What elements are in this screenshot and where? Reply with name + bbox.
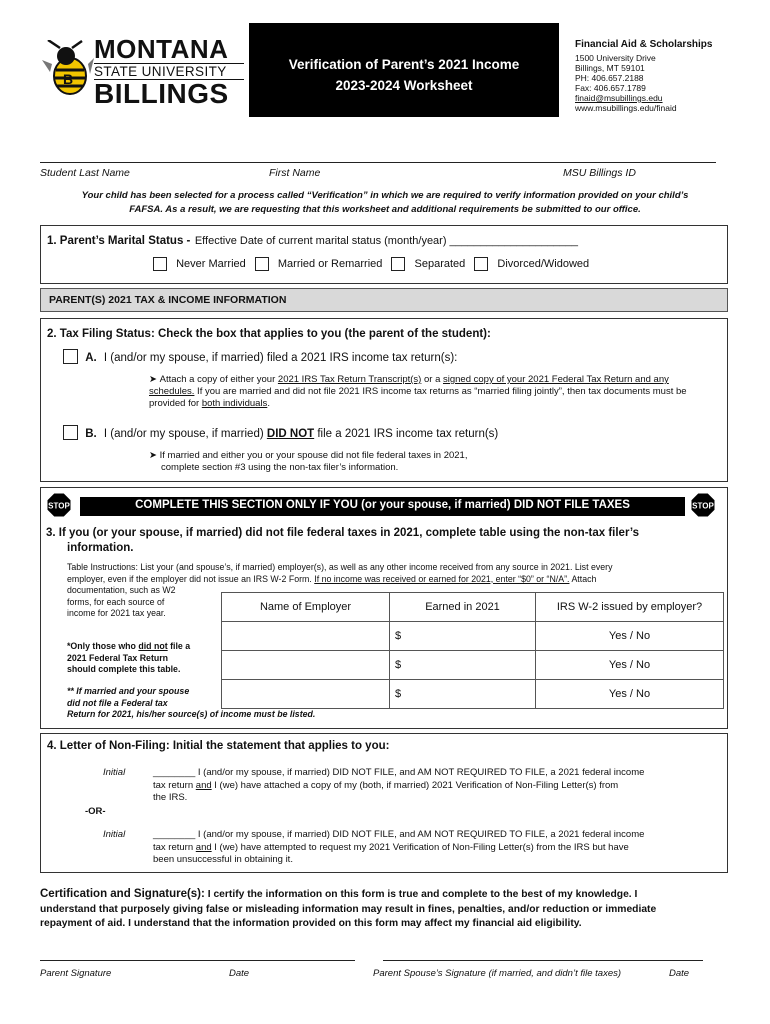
- office-contact-block: [575, 40, 765, 113]
- spouse-signature-line[interactable]: [383, 960, 703, 961]
- table-instructions: Table Instructions: List your (and spouse’s, if married) employer(s), as well as any other income received from any source in 2021. List every employer, even if the employer did not issue an IRS W-2 Form. If no income was received or earned for 2021, enter “$0” or “N/A”. Attach documentation, such as W2 forms, for each source of income for 2021 tax year.: [67, 562, 613, 618]
- income-table: [221, 592, 724, 709]
- label-married-remarried: Married or Remarried: [277, 257, 383, 270]
- office-email-link[interactable]: finaid@msubillings.edu: [575, 93, 663, 103]
- student-id-label: MSU Billings ID: [563, 167, 636, 179]
- checkbox-married-remarried[interactable]: [255, 257, 269, 271]
- msu-billings-logo: [42, 34, 247, 109]
- employer-name-cell[interactable]: [222, 680, 390, 709]
- section-1-title: 1. Parent’s Marital Status -: [47, 235, 191, 247]
- logo-line-montana: MONTANA: [94, 34, 229, 64]
- checkbox-never-married[interactable]: [153, 257, 167, 271]
- office-website[interactable]: www.msubillings.edu/finaid: [575, 103, 677, 113]
- table-row: [222, 680, 724, 709]
- form-title-box: [249, 23, 559, 117]
- both-individuals-text: both individuals: [201, 398, 268, 409]
- earned-amount-cell[interactable]: $: [390, 651, 536, 680]
- certification-text: Certification and Signature(s): I certify the information on this form is true and complete to the best of my knowledge. I understand that purposely giving false or misleading information may result in fines, penalties, and/or reduction or immediate repayment of aid. I understand that the information provided on this form may affect my financial aid eligibility.: [40, 888, 657, 929]
- yellowjacket-mascot-icon: [42, 40, 94, 100]
- section-3-title: 3. If you (or your spouse, if married) did not file federal taxes in 2021, complete table using the non-tax filer’s information.: [46, 527, 640, 554]
- employer-name-cell[interactable]: [222, 651, 390, 680]
- label-divorced-widowed: Divorced/Widowed: [497, 257, 590, 270]
- table-row: [222, 622, 724, 651]
- checkbox-separated[interactable]: [391, 257, 405, 271]
- earned-amount-cell[interactable]: $: [390, 622, 536, 651]
- column-header-earned: Earned in 2021: [390, 593, 536, 622]
- w2-yes-no-cell[interactable]: Yes / No: [536, 680, 724, 709]
- option-b-note: ➤ If married and either you or your spouse did not file federal taxes in 2021, complete section #3 using the non-tax filer’s information.: [149, 450, 468, 473]
- initial-label: Initial: [103, 767, 126, 778]
- w2-yes-no-cell[interactable]: Yes / No: [536, 622, 724, 651]
- did-not-emphasis: DID NOT: [266, 428, 315, 440]
- section-2-title: 2. Tax Filing Status: Check the box that applies to you (the parent of the student):: [47, 328, 491, 340]
- office-address-2: Billings, MT 59101: [575, 63, 645, 73]
- table-row: [222, 651, 724, 680]
- tax-income-header: PARENT(S) 2021 TAX & INCOME INFORMATION: [40, 288, 728, 312]
- student-info-line[interactable]: [40, 162, 716, 163]
- stop-banner: COMPLETE THIS SECTION ONLY IF YOU (or your spouse, if married) DID NOT FILE TAXES: [80, 497, 685, 516]
- checkbox-filed-taxes[interactable]: [63, 349, 78, 364]
- section-2-tax-filing: 2. Tax Filing Status: Check the box that applies to you (the parent of the student): A. I (and/or my spouse, if married) filed a 2021 IRS income tax return(s): ➤ Attach a copy of either your 2021 IRS Tax Return Transcript(s) or a signed copy of your 2021 Federal Tax Return and any schedules. If you are married and did not file 2021 IRS income tax returns as “married filing jointly”, then tax documents must be provided for both individuals. B. I (and/or my spouse, if married) DID NOT file a 2021 IRS income tax return(s) ➤ If married and either you or your spouse did not file federal taxes in 2021, complete section #3 using the non-tax filer’s information.: [40, 318, 728, 482]
- checkbox-did-not-file[interactable]: [63, 425, 78, 440]
- checkbox-divorced-widowed[interactable]: [474, 257, 488, 271]
- svg-text:B: B: [63, 71, 74, 87]
- intro-line-1: Your child has been selected for a process called “Verification” in which we are required to verify information provided on your child’s: [81, 190, 689, 201]
- spouse-signature-label: Parent Spouse’s Signature (if married, and didn’t file taxes): [373, 968, 622, 979]
- initial-field-2[interactable]: ________ I (and/or my spouse, if married) DID NOT FILE, and AM NOT REQUIRED TO FILE, a 2021 federal income: [153, 829, 645, 840]
- svg-text:STOP: STOP: [692, 501, 714, 511]
- office-fax: Fax: 406.657.1789: [575, 83, 646, 93]
- initial-label: Initial: [103, 829, 126, 840]
- parent-signature-line[interactable]: [40, 960, 355, 961]
- label-never-married: Never Married: [176, 257, 246, 270]
- option-a-text: I (and/or my spouse, if married) filed a 2021 IRS income tax return(s):: [103, 352, 458, 364]
- certification-title: Certification and Signature(s):: [40, 888, 205, 900]
- column-header-w2: IRS W-2 issued by employer?: [536, 593, 724, 622]
- parent-signature-label: Parent Signature: [40, 968, 112, 979]
- initial-field-1[interactable]: ________ I (and/or my spouse, if married) DID NOT FILE, and AM NOT REQUIRED TO FILE, a 2021 federal income: [153, 767, 645, 778]
- spouse-date-label: Date: [669, 968, 690, 979]
- option-2-text: ________ I (and/or my spouse, if married) DID NOT FILE, and AM NOT REQUIRED TO FILE, a 2021 federal income tax return and I (we) have attempted to request my 2021 Verification of Non-Filing Letter(s) from the IRS but have been unsuccessful in obtaining it.: [153, 829, 723, 867]
- or-separator: -OR-: [85, 806, 106, 817]
- arrow-bullet-icon: ➤: [149, 450, 160, 461]
- arrow-bullet-icon: ➤: [149, 374, 160, 385]
- stop-sign-icon: [46, 492, 72, 518]
- table-note-spouse: ** If married and your spouse did not file a Federal tax Return for 2021, his/her source(s) of income must be listed.: [67, 686, 316, 719]
- form-subtitle: 2023-2024 Worksheet: [335, 78, 473, 93]
- student-last-name-label: Student Last Name: [40, 167, 130, 179]
- office-phone: PH: 406.657.2188: [575, 73, 644, 83]
- office-address-1: 1500 University Drive: [575, 53, 656, 63]
- marital-date-prompt[interactable]: Effective Date of current marital status (month/year) _____________________: [194, 235, 579, 247]
- intro-line-2: FAFSA. As a result, we are requesting that this worksheet and additional requirements be submitted to our office.: [129, 204, 641, 215]
- option-a-note: ➤ Attach a copy of either your 2021 IRS Tax Return Transcript(s) or a signed copy of your 2021 Federal Tax Return and any schedules. If you are married and did not file 2021 IRS income tax returns as “married filing jointly”, then tax documents must be provided for both individuals.: [149, 374, 687, 409]
- form-title: Verification of Parent’s 2021 Income: [288, 57, 520, 72]
- parent-date-label: Date: [229, 968, 250, 979]
- stop-sign-icon: [690, 492, 716, 518]
- logo-line-state-university: STATE UNIVERSITY: [94, 63, 244, 80]
- tax-transcript-link: 2021 IRS Tax Return Transcript(s): [277, 374, 422, 385]
- signed-return-text: signed copy of your 2021 Federal Tax Return and any schedules.: [149, 374, 669, 397]
- section-4-non-filing-letter: [40, 733, 728, 873]
- label-separated: Separated: [414, 257, 466, 270]
- option-1-text: ________ I (and/or my spouse, if married) DID NOT FILE, and AM NOT REQUIRED TO FILE, a 2021 federal income tax return and I (we) have attached a copy of my (both, if married) 2021 Verification of Non-Filing Letter(s) from the IRS.: [153, 767, 723, 805]
- earned-amount-cell[interactable]: $: [390, 680, 536, 709]
- section-4-title: 4. Letter of Non-Filing: Initial the statement that applies to you:: [47, 740, 390, 752]
- column-header-employer: Name of Employer: [222, 593, 390, 622]
- option-b-label: B.: [85, 428, 97, 440]
- section-1-marital-status: [40, 225, 728, 284]
- table-note-non-filers: *Only those who did not file a 2021 Federal Tax Return should complete this table.: [67, 641, 191, 674]
- option-b-text: I (and/or my spouse, if married): [103, 428, 267, 440]
- student-first-name-label: First Name: [269, 167, 321, 179]
- option-a-label: A.: [85, 352, 97, 364]
- w2-yes-no-cell[interactable]: Yes / No: [536, 651, 724, 680]
- office-name: Financial Aid & Scholarships: [575, 39, 713, 50]
- svg-text:STOP: STOP: [48, 501, 70, 511]
- employer-name-cell[interactable]: [222, 622, 390, 651]
- intro-text: [40, 189, 730, 217]
- logo-line-billings: BILLINGS: [94, 78, 229, 109]
